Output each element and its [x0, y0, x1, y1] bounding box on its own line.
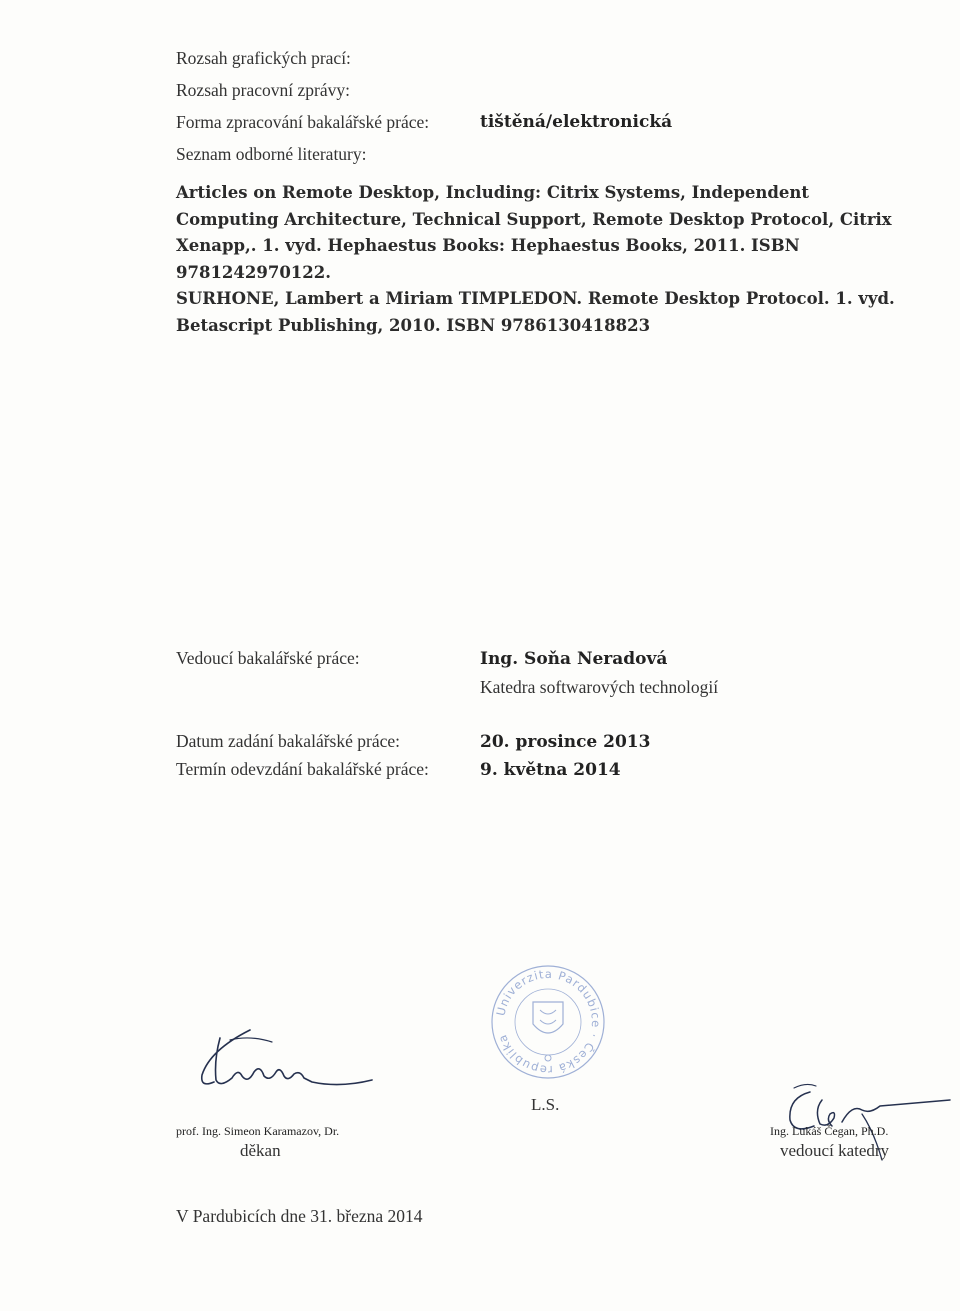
literature-item: SURHONE, Lambert a Miriam TIMPLEDON. Remote Desktop Protocol. 1. vyd. Betascript Publishing, 2010. ISBN 9786130418823	[176, 289, 895, 335]
dean-signature	[180, 1020, 380, 1100]
due-date: 9. května 2014	[480, 760, 621, 780]
literature-list	[176, 180, 906, 340]
head-name: Ing. Lukáš Čegan, Ph.D.	[770, 1124, 889, 1138]
assigned-date: 20. prosince 2013	[480, 732, 651, 752]
label-literature: Seznam odborné literatury:	[176, 144, 367, 164]
literature-item: Articles on Remote Desktop, Including: Citrix Systems, Independent Computing Architecture, Technical Support, Remote Desktop Protocol, Citrix Xenapp,. 1. vyd. Hephaestus Books: Hephaestus Books, 2011. ISBN 9781242970122.	[176, 183, 892, 282]
dean-name: prof. Ing. Simeon Karamazov, Dr.	[176, 1124, 340, 1138]
label-thesis-form: Forma zpracování bakalářské práce:	[176, 112, 430, 132]
svg-text:Univerzita Pardubice · Česká r: Univerzita Pardubice · Česká republika	[493, 966, 604, 1078]
supervisor-name: Ing. Soňa Neradová	[480, 649, 668, 669]
dean-role: děkan	[240, 1141, 281, 1160]
label-report-scope: Rozsah pracovní zprávy:	[176, 80, 350, 100]
label-assigned-date: Datum zadání bakalářské práce:	[176, 731, 400, 751]
stamp-ls-mark: L.S.	[531, 1095, 560, 1114]
supervisor-department: Katedra softwarových technologií	[480, 677, 719, 697]
university-stamp	[488, 962, 608, 1082]
label-supervisor: Vedoucí bakalářské práce:	[176, 648, 360, 668]
head-role: vedoucí katedry	[780, 1141, 890, 1160]
label-graphic-scope: Rozsah grafických prací:	[176, 48, 351, 68]
place-date: V Pardubicích dne 31. března 2014	[176, 1206, 423, 1226]
label-due-date: Termín odevzdání bakalářské práce:	[176, 759, 429, 779]
value-thesis-form: tištěná/elektronická	[480, 112, 673, 132]
